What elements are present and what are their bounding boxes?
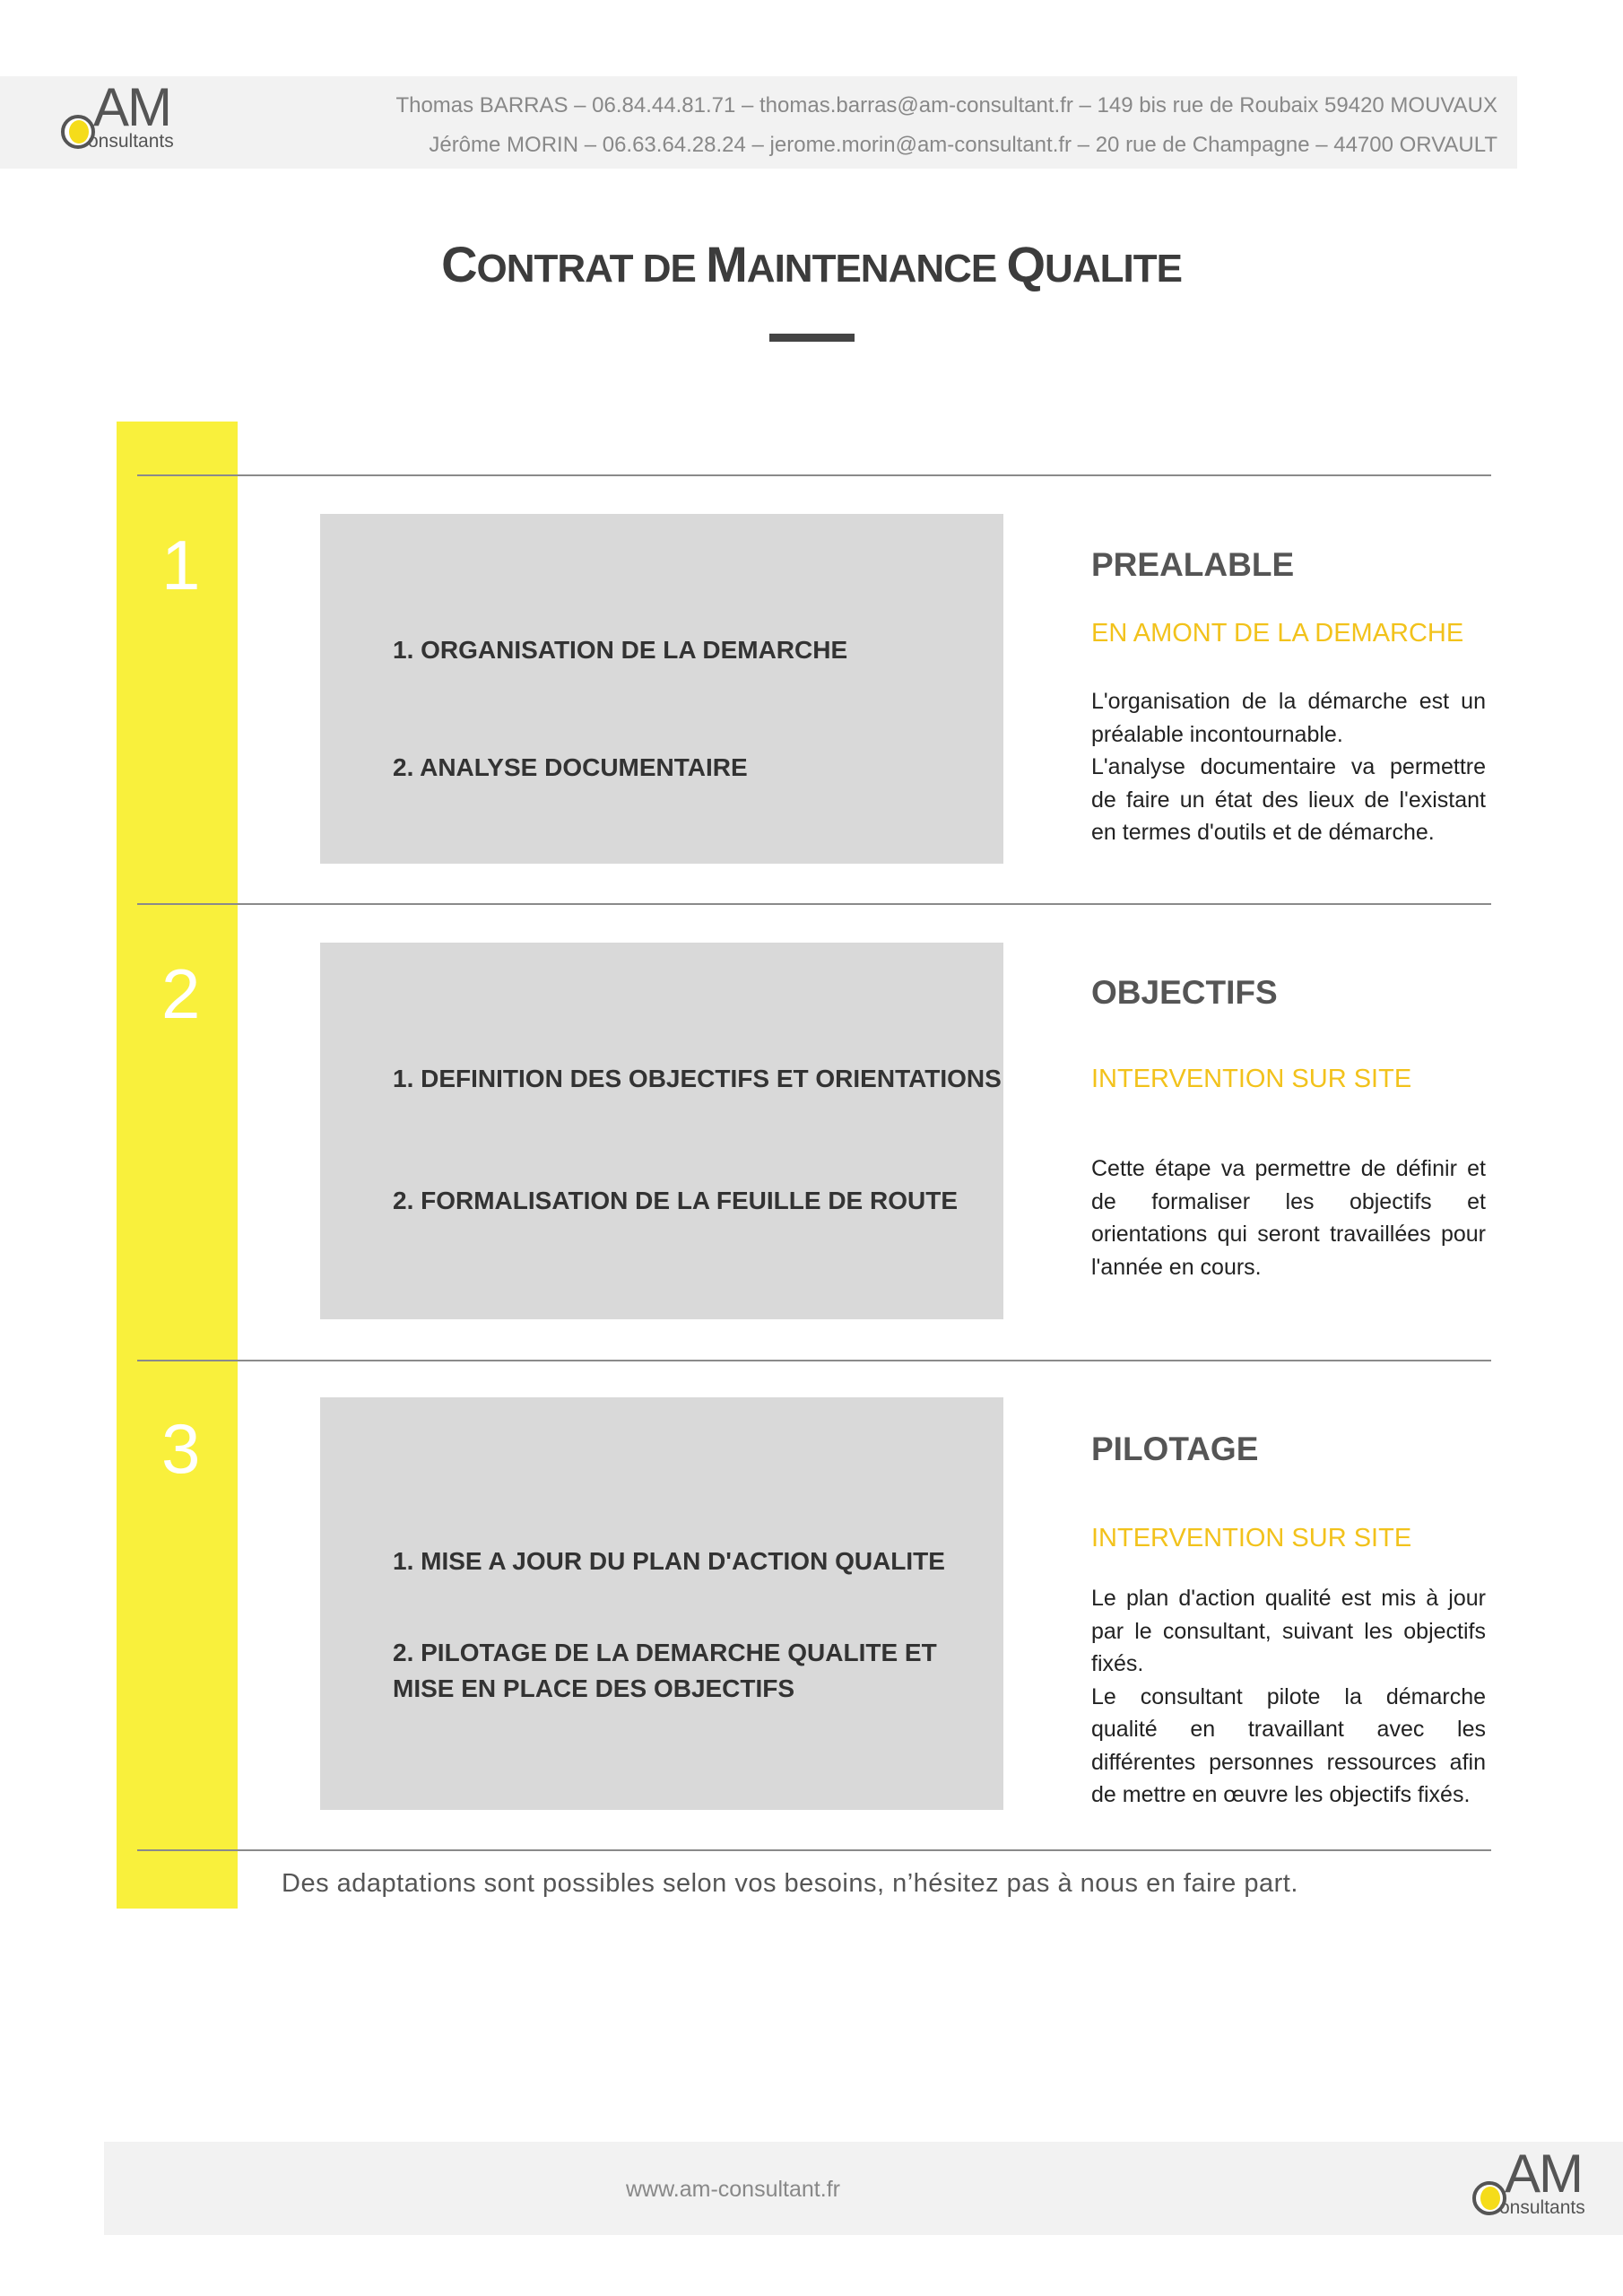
step-subheading: INTERVENTION SUR SITE	[1091, 1524, 1412, 1552]
footer-logo	[1472, 2144, 1607, 2222]
step-item: 1. MISE A JOUR DU PLAN D'ACTION QUALITE	[393, 1547, 945, 1575]
step-item: 2. ANALYSE DOCUMENTAIRE	[393, 753, 748, 781]
footer-band	[104, 2142, 1623, 2235]
step-subheading: INTERVENTION SUR SITE	[1091, 1065, 1412, 1093]
adaptation-note: Des adaptations sont possibles selon vos besoins, n’hésitez pas à nous en faire part.	[282, 1869, 1298, 1898]
divider	[137, 1360, 1491, 1361]
step-description: L'organisation de la démarche est un préalable incontournable. L'analyse documentaire va permettre de faire un état des lieux de l'existant en termes d'outils et de démarche.	[1091, 689, 1486, 845]
logo-am: AM	[1505, 2144, 1582, 2204]
step-description: Cette étape va permettre de définir et de formaliser les objectifs et orientations qui seront travaillées pour l'année en cours.	[1091, 1156, 1486, 1280]
divider	[137, 1849, 1491, 1851]
logo-consultants: onsultants	[88, 131, 174, 152]
step-item: 1. ORGANISATION DE LA DEMARCHE	[393, 636, 848, 664]
step-number: 1	[161, 526, 201, 604]
step-heading: OBJECTIFS	[1091, 974, 1278, 1011]
logo-dot-icon	[1480, 2187, 1500, 2210]
contact-line-1: Thomas BARRAS – 06.84.44.81.71 – thomas.barras@am-consultant.fr – 149 bis rue de Roubaix 59420 MOUVAUX	[395, 93, 1497, 117]
logo-am: AM	[93, 77, 170, 137]
step-box	[320, 514, 1003, 864]
logo-dot-icon	[69, 120, 89, 144]
website-link[interactable]: www.am-consultant.fr	[626, 2177, 840, 2202]
step-item: 2. FORMALISATION DE LA FEUILLE DE ROUTE	[393, 1187, 958, 1214]
step-description: Le plan d'action qualité est mis à jour par le consultant, suivant les objectifs fixés. Le consultant pilote la démarche qualité en travaillant avec les différentes personnes ressources afin de mettre en œuvre les objectifs fixés.	[1091, 1586, 1486, 1807]
yellow-sidebar	[117, 422, 238, 1909]
step-box	[320, 1397, 1003, 1810]
step-heading: PILOTAGE	[1091, 1431, 1259, 1467]
step-item: 2. PILOTAGE DE LA DEMARCHE QUALITE ET MISE EN PLACE DES OBJECTIFS	[393, 1639, 937, 1702]
step-subheading: EN AMONT DE LA DEMARCHE	[1091, 619, 1464, 648]
step-number: 3	[161, 1409, 201, 1488]
title-underline	[769, 334, 855, 342]
divider	[137, 903, 1491, 905]
divider	[137, 474, 1491, 476]
step-item: 1. DEFINITION DES OBJECTIFS ET ORIENTATIONS	[393, 1065, 1002, 1092]
logo-consultants: onsultants	[1499, 2197, 1585, 2218]
contact-line-2: Jérôme MORIN – 06.63.64.28.24 – jerome.morin@am-consultant.fr – 20 rue de Champagne – 44700 ORVAULT	[429, 133, 1497, 157]
step-heading: PREALABLE	[1091, 546, 1295, 583]
page-title: CONTRAT DE MAINTENANCE QUALITE	[441, 236, 1182, 292]
company-logo	[61, 77, 195, 155]
step-box	[320, 943, 1003, 1319]
step-number: 2	[161, 954, 201, 1033]
